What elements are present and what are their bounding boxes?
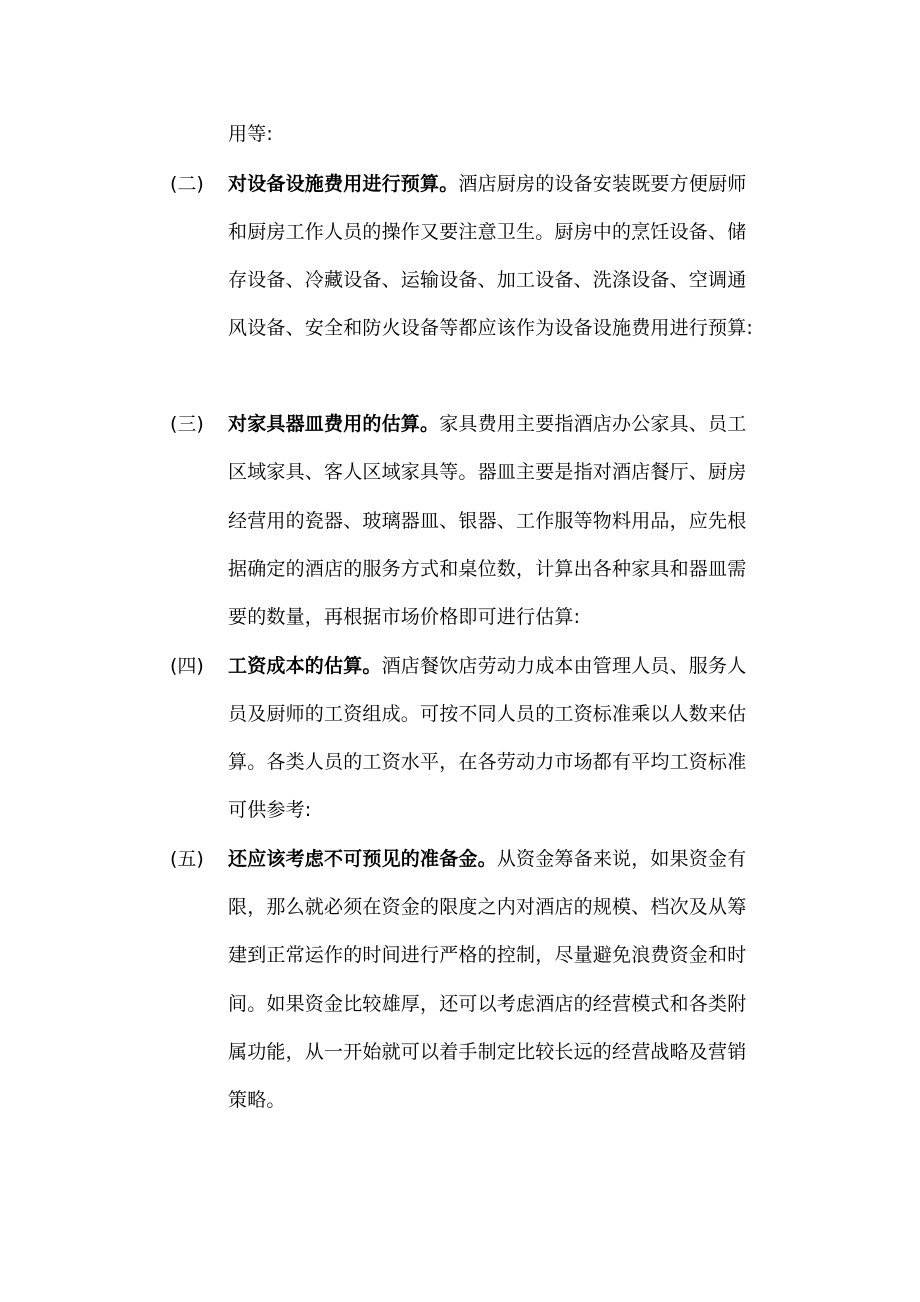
section-3-line-3: 经营用的瓷器、玻璃器皿、银器、工作服等物料用品，应先根 — [228, 510, 747, 532]
section-marker-3: (三) — [170, 413, 204, 435]
section-2-line-2: 和厨房工作人员的操作又要注意卫生。厨房中的烹饪设备、储 — [228, 221, 747, 243]
section-2-heading: 对设备设施费用进行预算。 — [228, 173, 459, 195]
section-4-line-2: 员及厨师的工资组成。可按不同人员的工资标准乘以人数来估 — [228, 703, 747, 725]
section-3-line-1-text: 家具费用主要指酒店办公家具、员工 — [439, 413, 747, 435]
section-5-heading: 还应该考虑不可预见的准备金。 — [228, 848, 497, 870]
section-4-heading: 工资成本的估算。 — [228, 655, 382, 677]
section-4-line-4: 可供参考: — [228, 799, 312, 821]
section-5-line-3: 建到正常运作的时间进行严格的控制，尽量避免浪费资金和时 — [228, 944, 747, 966]
section-5-line-1 — [228, 845, 746, 873]
section-marker-4: (四) — [170, 655, 204, 677]
section-5-line-4: 间。如果资金比较雄厚，还可以考虑酒店的经营模式和各类附 — [228, 993, 747, 1015]
section-marker-5: (五) — [170, 848, 204, 870]
section-5-line-2: 限，那么就必须在资金的限度之内对酒店的规模、档次及从筹 — [228, 896, 747, 918]
section-4-line-1 — [228, 652, 746, 680]
section-5-line-1-text: 从资金筹备来说，如果资金有 — [496, 848, 747, 870]
section-4-line-1-text: 酒店餐饮店劳动力成本由管理人员、服务人 — [381, 655, 747, 677]
section-3-line-4: 据确定的酒店的服务方式和桌位数，计算出各种家具和器皿需 — [228, 558, 747, 580]
section-2-line-1-text: 酒店厨房的设备安装既要方便厨师 — [458, 173, 747, 195]
section-3-line-2: 区域家具、客人区域家具等。器皿主要是指对酒店餐厅、厨房 — [228, 461, 747, 483]
section-2-line-3: 存设备、冷藏设备、运输设备、加工设备、洗涤设备、空调通 — [228, 269, 747, 291]
section-2-line-4: 风设备、安全和防火设备等都应该作为设备设施费用进行预算: — [228, 317, 754, 339]
section-2-line-1 — [228, 170, 746, 198]
section-3-line-1 — [228, 410, 746, 438]
intro-line: 用等: — [228, 123, 274, 145]
section-3-heading: 对家具器皿费用的估算。 — [228, 413, 440, 435]
section-marker-2: (二) — [170, 173, 204, 195]
section-3-line-5: 要的数量，再根据市场价格即可进行估算: — [228, 606, 581, 628]
section-5-line-5: 属功能，从一开始就可以着手制定比较长远的经营战略及营销 — [228, 1041, 747, 1063]
section-4-line-3: 算。各类人员的工资水平，在各劳动力市场都有平均工资标准 — [228, 751, 747, 773]
section-5-line-6: 策略。 — [228, 1089, 286, 1111]
